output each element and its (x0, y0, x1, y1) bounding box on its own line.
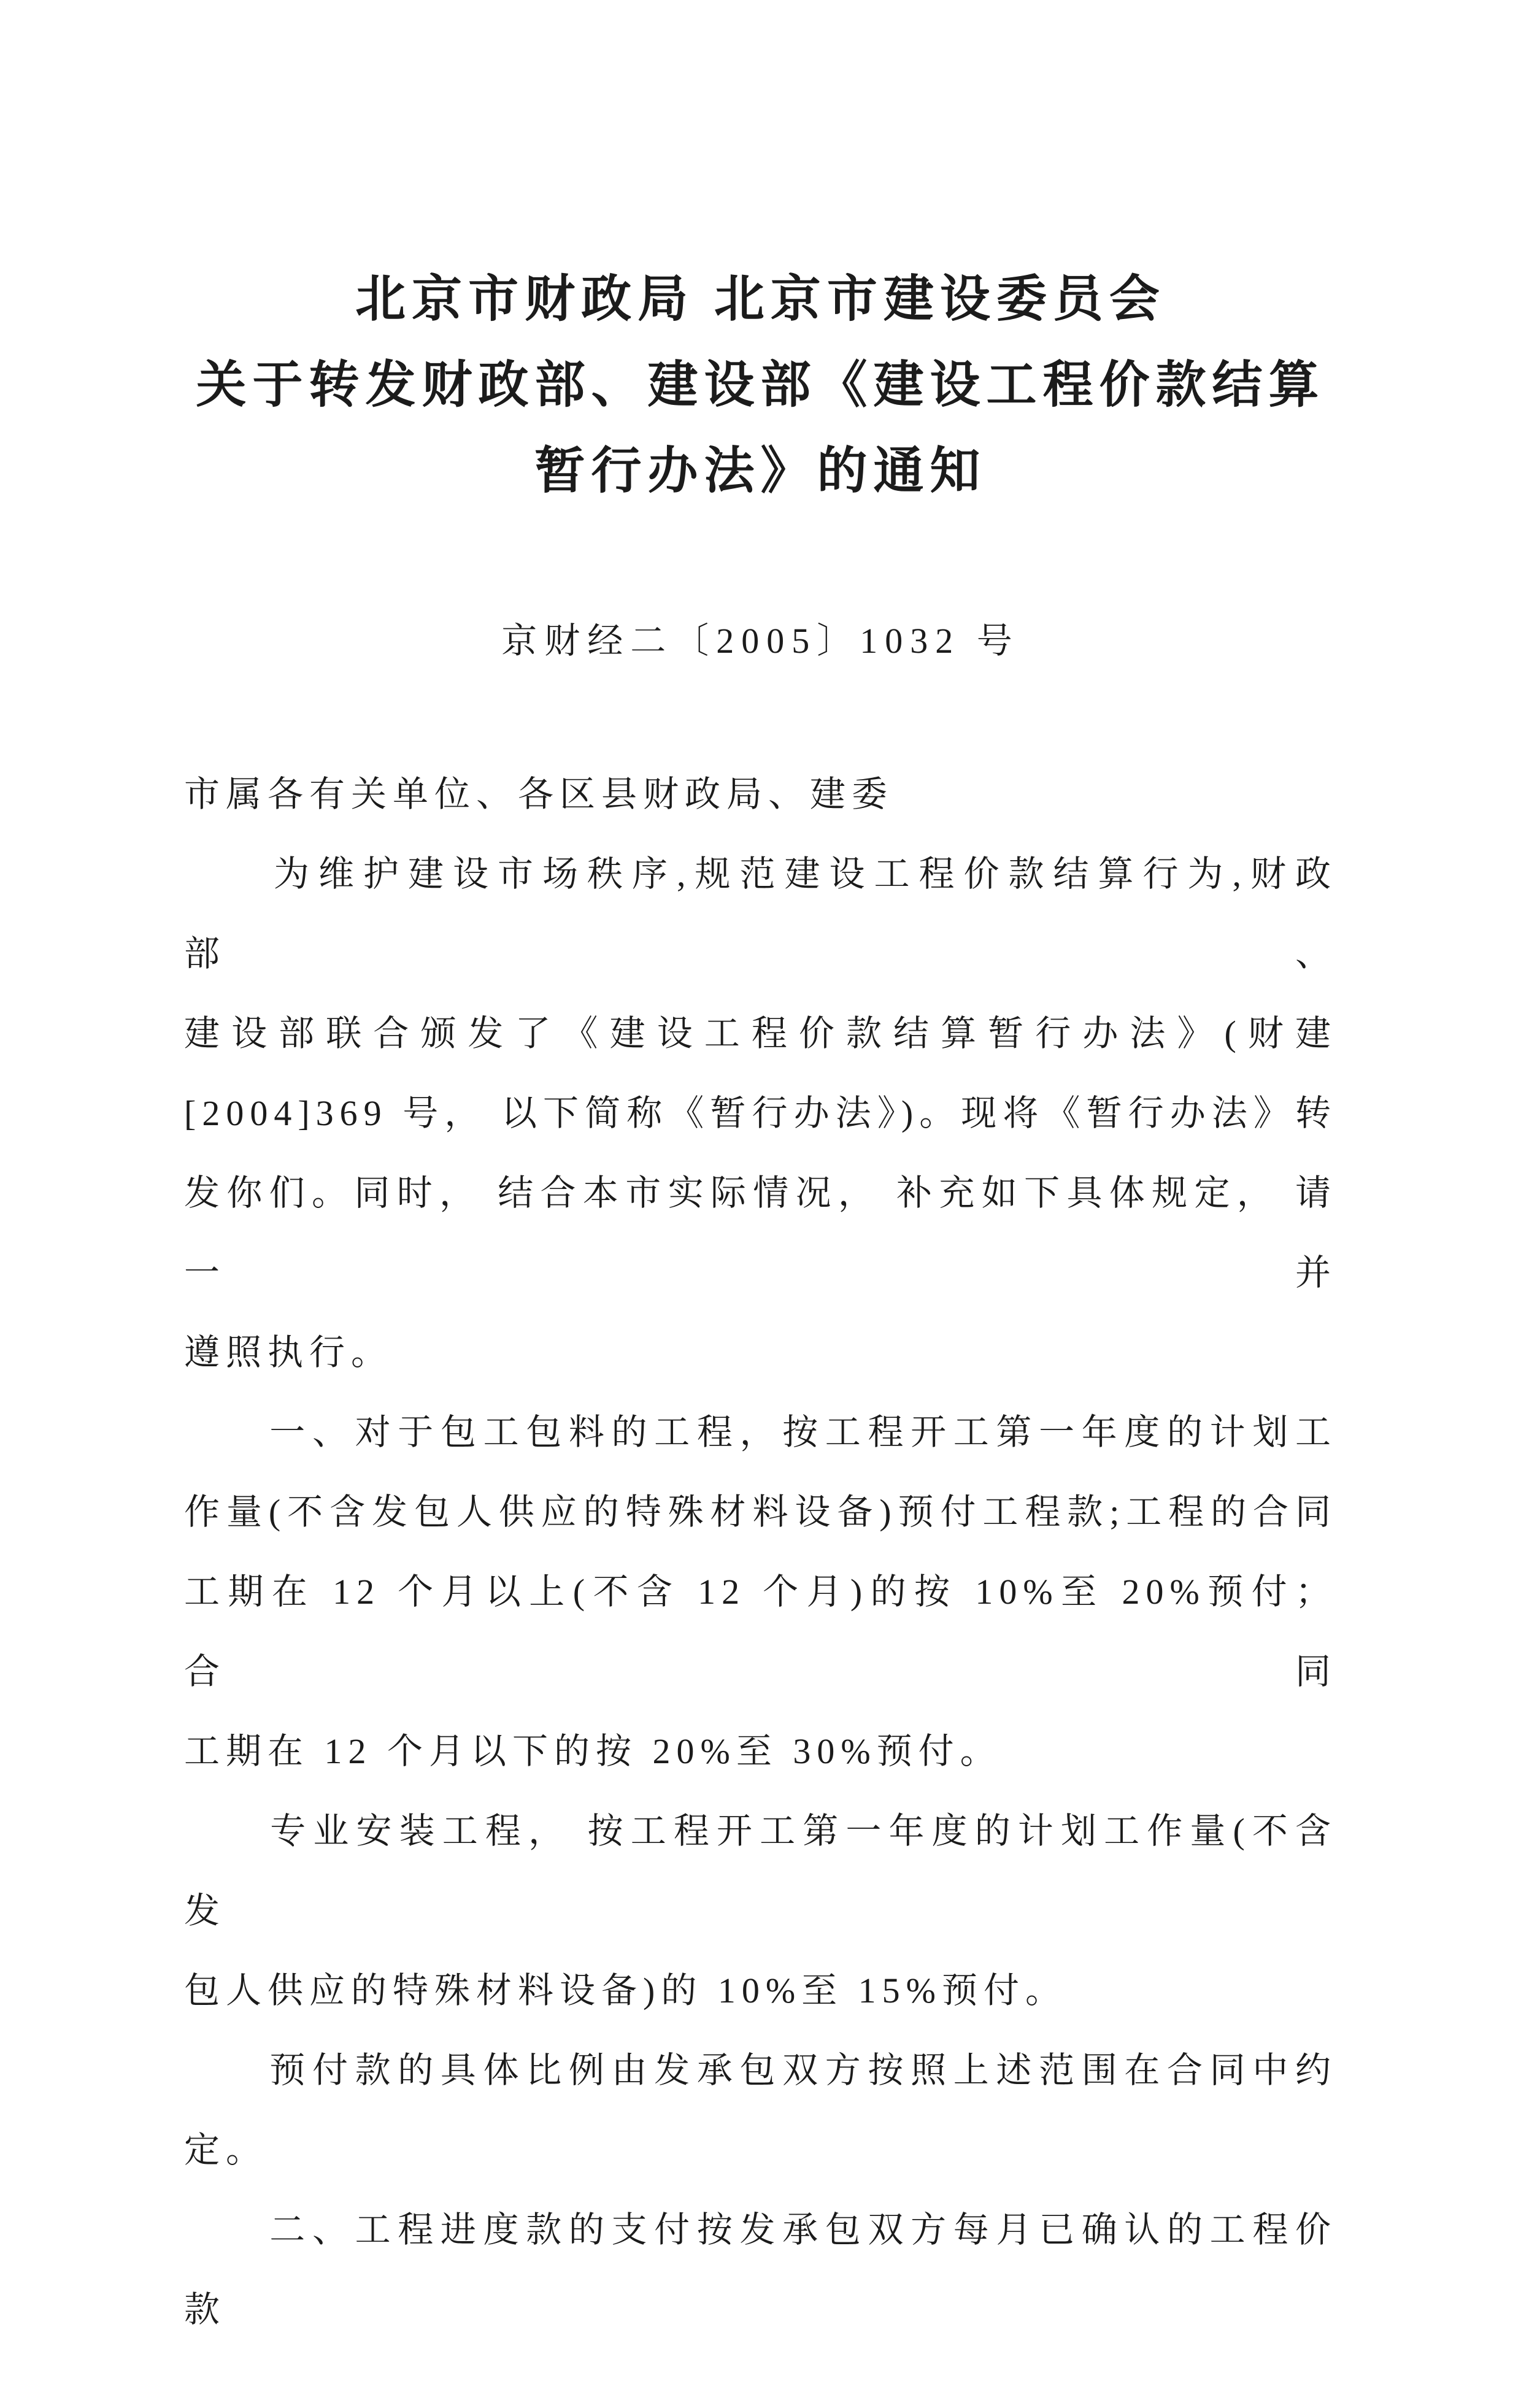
body-line: 发你们。同时， 结合本市实际情况， 补充如下具体规定， 请一并 (184, 1173, 1337, 1293)
body-line: 为维护建设市场秩序,规范建设工程价款结算行为,财政部、 (184, 854, 1337, 974)
body-line-salutation: 市属各有关单位、各区县财政局、建委 (184, 774, 894, 814)
body-line: 定。 (184, 2130, 268, 2170)
body-line: [2004]369 号， 以下简称《暂行办法》)。现将《暂行办法》转 (184, 1093, 1337, 1133)
document-page (0, 256, 1521, 2408)
body-line: 建设部联合颁发了《建设工程价款结算暂行办法》(财建 (184, 1014, 1337, 1053)
body-line-item-two: 二、工程进度款的支付按发承包双方每月已确认的工程价款 (184, 2210, 1337, 2329)
document-title (184, 256, 1337, 514)
body-line-item-one: 一、对于包工包料的工程，按工程开工第一年度的计划工 (184, 1412, 1337, 1452)
body-line: 遵照执行。 (184, 1333, 393, 1372)
doc-number: 京财经二〔2005〕1032 号 (501, 621, 1020, 661)
body-line: 专业安装工程， 按工程开工第一年度的计划工作量(不含发 (184, 1811, 1337, 1931)
body-line: 作量(不含发包人供应的特殊材料设备)预付工程款;工程的合同 (184, 1492, 1337, 1532)
title-line-2: 关于转发财政部、建设部《建设工程价款结算 (196, 357, 1325, 413)
title-line-3: 暂行办法》的通知 (534, 443, 987, 499)
body-line: 工期在 12 个月以上(不含 12 个月)的按 10%至 20%预付； 合同 (184, 1572, 1337, 1691)
title-line-1: 北京市财政局 北京市建设委员会 (355, 271, 1166, 327)
body-line: 工期在 12 个月以下的按 20%至 30%预付。 (184, 1731, 1002, 1771)
body-line: 预付款的具体比例由发承包双方按照上述范围在合同中约 (184, 2050, 1337, 2090)
document-body (184, 755, 1337, 2350)
body-line: 包人供应的特殊材料设备)的 10%至 15%预付。 (184, 1971, 1067, 2010)
document-content (0, 256, 1521, 2350)
